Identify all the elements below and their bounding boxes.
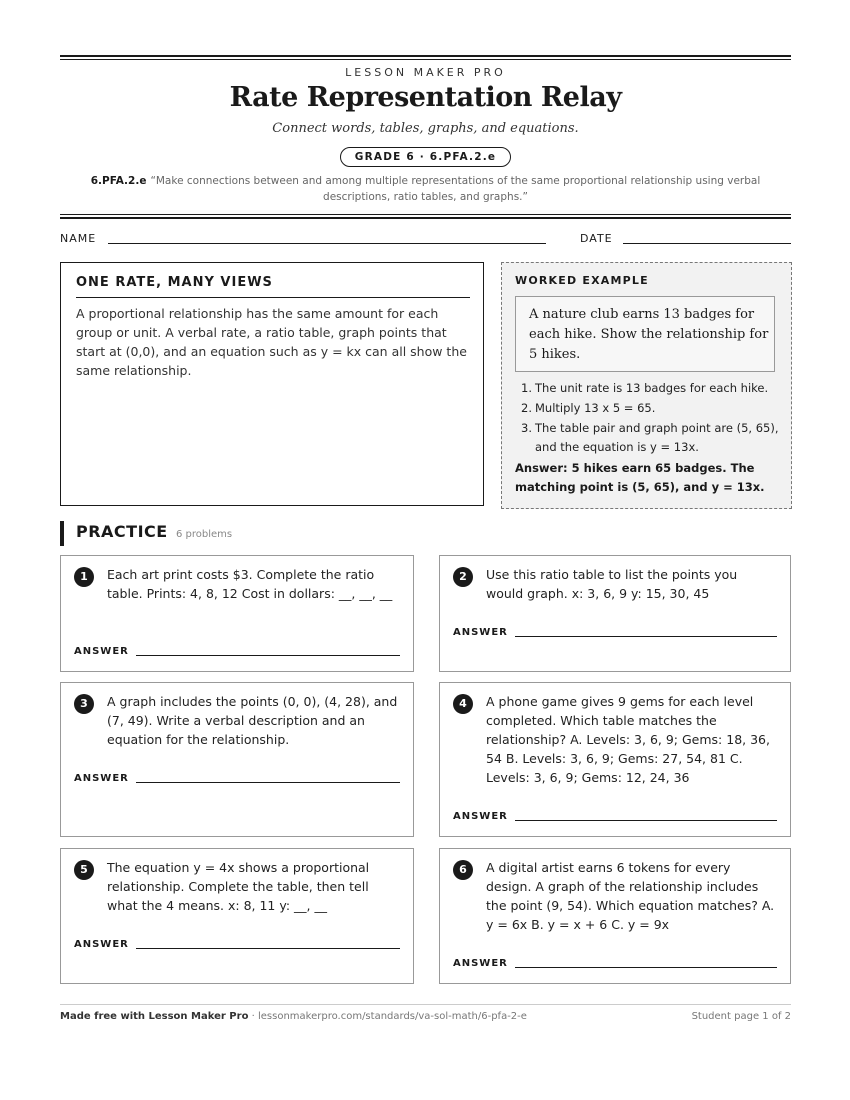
- problem-card-4: [439, 682, 791, 837]
- header-bottom-rule-double: [60, 217, 791, 219]
- problem-text: A digital artist earns 6 tokens for every design. A graph of the relationship includes the point (9, 54). Which equation matches? A. y = 6x B. y = x + 6 C. y = 9x: [486, 860, 775, 932]
- answer-label: ANSWER: [453, 811, 508, 822]
- problem-card-3: [60, 682, 414, 837]
- answer-line[interactable]: [136, 782, 400, 783]
- answer-line[interactable]: [515, 967, 777, 968]
- problem-card-2: [439, 555, 791, 672]
- step-item: 2. Multiply 13 x 5 = 65.: [521, 401, 656, 415]
- concept-box: [60, 262, 484, 506]
- top-rule: [60, 55, 791, 57]
- grade-standard-badge: GRADE 6 · 6.PFA.2.e: [340, 147, 511, 167]
- header-bottom-rule: [60, 214, 791, 215]
- problem-number-badge: 2: [453, 567, 473, 587]
- practice-count: 6 problems: [176, 529, 233, 540]
- name-field[interactable]: [108, 243, 546, 244]
- step-text: The table pair and graph point are (5, 65), and the equation is y = 13x.: [535, 421, 779, 454]
- worked-example-title: WORKED EXAMPLE: [515, 274, 649, 287]
- footer-brand: Made free with Lesson Maker Pro: [60, 1011, 249, 1022]
- answer-label: ANSWER: [74, 646, 129, 657]
- problem-text: The equation y = 4x shows a proportional relationship. Complete the table, then tell what the 4 means. x: 8, 11 y: __, __: [107, 860, 370, 913]
- worked-example-problem-text: A nature club earns 13 badges for each hike. Show the relationship for 5 hikes.: [529, 307, 769, 362]
- practice-accent-bar: [60, 521, 64, 546]
- footer-credit: [60, 1011, 527, 1022]
- answer-line[interactable]: [136, 655, 400, 656]
- footer-divider: [60, 1004, 791, 1005]
- problem-card-1: [60, 555, 414, 672]
- concept-body: A proportional relationship has the same amount for each group or unit. A verbal rate, a ratio table, graph points that start at (0,0), and an equation such as y = kx can all show the same relationship.: [76, 306, 467, 378]
- name-label: NAME: [60, 232, 97, 245]
- worked-example-answer: Answer: 5 hikes earn 65 badges. The matching point is (5, 65), and y = 13x.: [515, 461, 765, 494]
- problem-text: Each art print costs $3. Complete the ratio table. Prints: 4, 8, 12 Cost in dollars: __, __, __: [107, 567, 393, 601]
- problem-text: A phone game gives 9 gems for each level completed. Which table matches the relationship? A. Levels: 3, 6, 9; Gems: 18, 36, 54 B. Levels: 3, 6, 9; Gems: 27, 54, 81 C. Levels: 3, 6, 9; Gems: 12, 24, 36: [486, 694, 770, 785]
- standard-text: “Make connections between and among multiple representations of the same proportional relationship using verbal descriptions, ratio tables, and graphs.”: [150, 175, 761, 203]
- answer-line[interactable]: [515, 636, 777, 637]
- concept-title: ONE RATE, MANY VIEWS: [76, 275, 273, 290]
- footer-page-number: Student page 1 of 2: [691, 1011, 791, 1022]
- top-rule-thin: [60, 59, 791, 60]
- problem-card-5: [60, 848, 414, 984]
- worked-example-box: [501, 262, 792, 509]
- date-field[interactable]: [623, 243, 791, 244]
- standard-code: 6.PFA.2.e: [90, 175, 147, 187]
- step-item: 3. The table pair and graph point are (5, 65), and the equation is y = 13x.: [521, 421, 779, 454]
- date-label: DATE: [580, 232, 613, 245]
- step-text: Multiply 13 x 5 = 65.: [535, 401, 656, 415]
- answer-label: ANSWER: [453, 627, 508, 638]
- answer-line[interactable]: [515, 820, 777, 821]
- answer-line[interactable]: [136, 948, 400, 949]
- problem-text: Use this ratio table to list the points you would graph. x: 3, 6, 9 y: 15, 30, 45: [486, 567, 738, 601]
- worked-example-problem: [515, 296, 775, 372]
- worked-example-steps: [515, 379, 780, 458]
- concept-divider: [76, 297, 470, 298]
- problem-card-6: [439, 848, 791, 984]
- step-text: The unit rate is 13 badges for each hike.: [535, 381, 769, 395]
- brand-name: LESSON MAKER PRO: [345, 66, 506, 79]
- problem-number-badge: 3: [74, 694, 94, 714]
- problem-number-badge: 1: [74, 567, 94, 587]
- standard-description: [60, 173, 791, 205]
- problem-number-badge: 6: [453, 860, 473, 880]
- answer-label: ANSWER: [453, 958, 508, 969]
- step-item: 1. The unit rate is 13 badges for each hike.: [521, 381, 769, 395]
- problem-text: A graph includes the points (0, 0), (4, 28), and (7, 49). Write a verbal description and an equation for the relationship.: [107, 694, 398, 747]
- answer-label: ANSWER: [74, 939, 129, 950]
- problem-number-badge: 5: [74, 860, 94, 880]
- footer-url[interactable]: · lessonmakerpro.com/standards/va-sol-math/6-pfa-2-e: [248, 1011, 527, 1022]
- problem-number-badge: 4: [453, 694, 473, 714]
- practice-title: PRACTICE: [76, 522, 168, 541]
- worksheet-title: Rate Representation Relay: [229, 82, 622, 113]
- worksheet-subtitle: Connect words, tables, graphs, and equations.: [272, 121, 579, 136]
- answer-label: ANSWER: [74, 773, 129, 784]
